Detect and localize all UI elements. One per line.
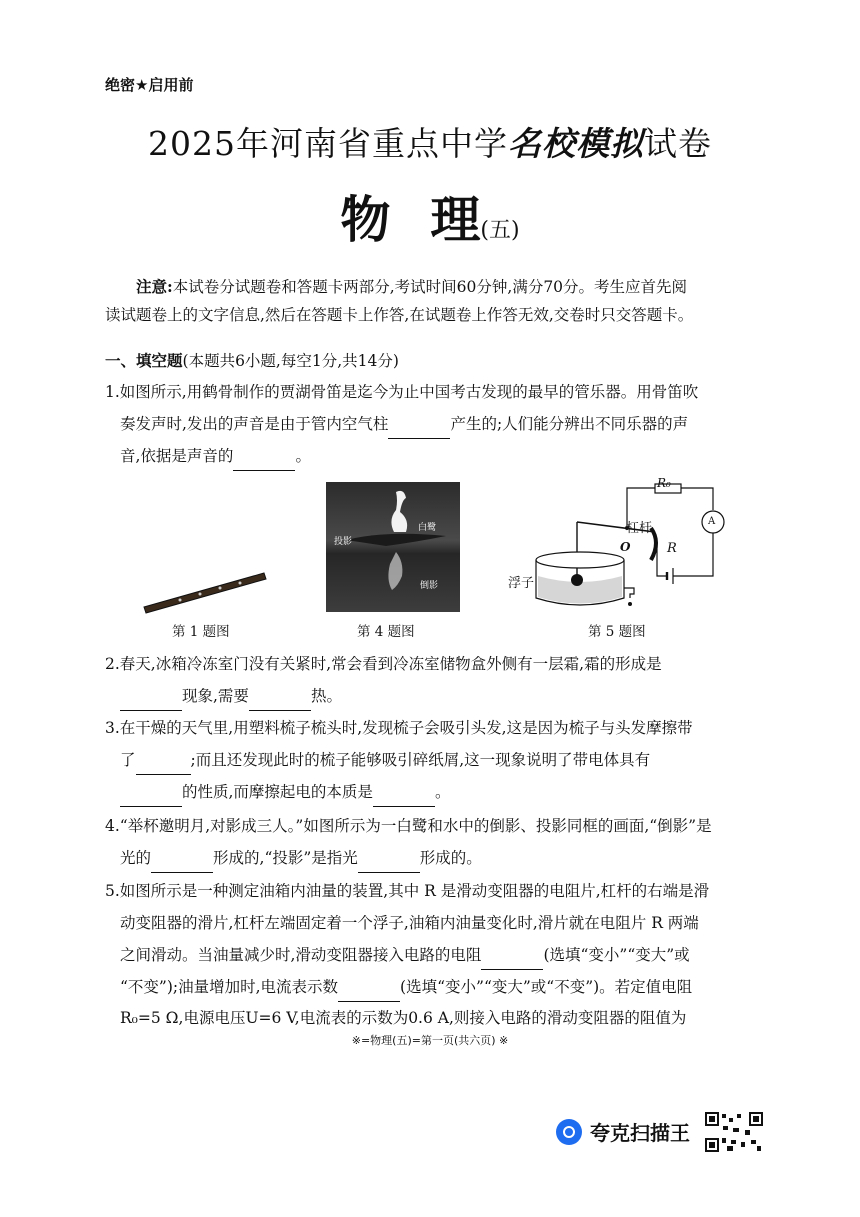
notice-line-1: 注意:本试卷分试题卷和答题卡两部分,考试时间60分钟,满分70分。考生应首先阅 — [136, 277, 688, 296]
label-heron: 白鹭 — [418, 523, 437, 533]
q4-line-2: 光的 形成的,“投影”是指光 形成的。 — [120, 844, 765, 873]
q5-line-2: 动变阻器的滑片,杠杆左端固定着一个浮子,油箱内油量变化时,滑片就在电阻片 R 两端 — [120, 914, 699, 932]
exam-title: 2025年河南省重点中学名校模拟试卷 — [148, 124, 712, 163]
heron-shape — [391, 491, 407, 532]
q1-line-2: 奏发声时,发出的声音是由于管内空气柱 产生的;人们能分辨出不同乐器的声 — [120, 410, 765, 439]
label-ammeter: A — [708, 516, 716, 527]
figure-4-caption: 第 4 题图 — [357, 624, 415, 640]
q5-line-4: “不变”);油量增加时,电流表示数 (选填“变小”“变大”或“不变”)。若定值电阻 — [120, 973, 765, 1002]
notice-line-2: 读试题卷上的文字信息,然后在答题卡上作答,在试题卷上作答无效,交卷时只交答题卡。 — [105, 306, 694, 324]
figure-5-caption: 第 5 题图 — [588, 624, 646, 640]
qr-code-icon — [705, 1112, 763, 1152]
q3-line-1: 3.在干燥的天气里,用塑料梳子梳头时,发现梳子会吸引头发,这是因为梳子与头发摩擦带 — [105, 719, 693, 737]
q2-line-1: 2.春天,冰箱冷冻室门没有关紧时,常会看到冷冻室储物盒外侧有一层霜,霜的形成是 — [105, 655, 662, 673]
q5-line-3: 之间滑动。当油量减少时,滑动变阻器接入电路的电阻 (选填“变小”“变大”或 — [120, 941, 765, 970]
label-resistor: R — [667, 541, 677, 556]
q4-line-1: 4.“举杯邀明月,对影成三人。”如图所示为一白鹭和水中的倒影、投影同框的画面,“倒影”是 — [105, 817, 712, 835]
page-footer: ※=物理(五)=第一页(共六页) ※ — [351, 1034, 509, 1047]
label-reflection: 倒影 — [420, 581, 439, 591]
projection-shape — [346, 534, 446, 546]
q5-line-5: R₀=5 Ω,电源电压U=6 V,电流表的示数为0.6 A,则接入电路的滑动变阻器的阻值为 — [120, 1009, 687, 1027]
q3-line-2: 了 ;而且还发现此时的梳子能够吸引碎纸屑,这一现象说明了带电体具有 — [120, 746, 765, 775]
label-r0: R₀ — [657, 476, 671, 490]
q1-line-3: 音,依据是声音的 。 — [120, 442, 765, 471]
label-float: 浮子 — [508, 576, 535, 591]
bone-flute-figure — [140, 555, 270, 615]
label-projection: 投影 — [334, 537, 353, 547]
subject-title: 物 理(五) — [340, 190, 520, 249]
label-lever: 杠杆 — [626, 521, 653, 536]
reflection-shape — [388, 552, 402, 590]
q1-line-1: 1.如图所示,用鹤骨制作的贾湖骨笛是迄今为止中国考古发现的最早的管乐器。用骨笛吹 — [105, 383, 699, 401]
scanner-brand: 夸克扫描王 — [556, 1117, 690, 1146]
heron-photo — [326, 482, 460, 612]
q5-line-1: 5.如图所示是一种测定油箱内油量的装置,其中 R 是滑动变阻器的电阻片,杠杆的右端是滑 — [105, 882, 710, 900]
q3-line-3: 的性质,而摩擦起电的本质是 。 — [120, 778, 765, 807]
figure-1-caption: 第 1 题图 — [172, 624, 230, 640]
q2-line-2: 现象,需要 热。 — [120, 682, 765, 711]
section-heading: 一、填空题(本题共6小题,每空1分,共14分) — [105, 351, 399, 370]
brand-logo-icon — [556, 1119, 582, 1145]
label-pivot: O — [620, 540, 631, 554]
confidential-mark: 绝密★启用前 — [105, 76, 194, 94]
